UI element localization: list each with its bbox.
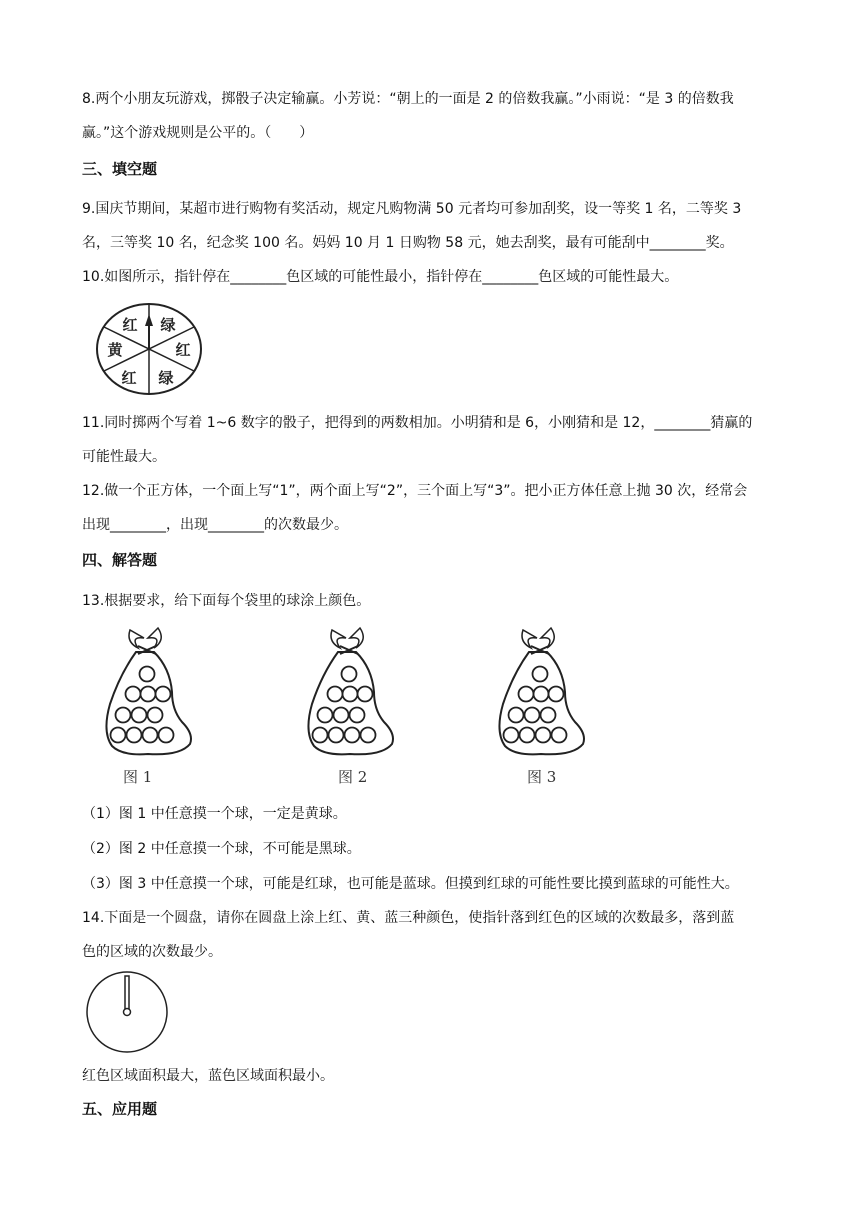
section-heading-application: 五、应用题 xyxy=(82,1100,158,1118)
q12-line1: 12.做一个正方体，一个面上写“1”，两个面上写“2”，三个面上写“3”。把小正方体任意上抛 30 次，经常会 xyxy=(82,483,748,499)
spinner-label-green-2: 绿 xyxy=(158,369,174,387)
q13-line1: 13.根据要求，给下面每个袋里的球涂上颜色。 xyxy=(82,593,371,609)
spinner-label-red-2: 红 xyxy=(175,341,191,359)
disc-figure xyxy=(84,968,170,1056)
bag-figure-3 xyxy=(493,624,588,759)
spinner-label-red-3: 红 xyxy=(121,369,137,387)
q8-line1: 8.两个小朋友玩游戏，掷骰子决定输赢。小芳说：“朝上的一面是 2 的倍数我赢。”小雨说：“是 3 的倍数我 xyxy=(82,91,734,107)
spinner-figure xyxy=(93,300,205,398)
q14-answer: 红色区域面积最大，蓝色区域面积最小。 xyxy=(82,1068,334,1084)
bag-figure-2 xyxy=(302,624,397,759)
section-heading-answer: 四、解答题 xyxy=(82,551,158,569)
q9-line2: 名，三等奖 10 名，纪念奖 100 名。妈妈 10 月 1 日购物 58 元，她去刮奖，最有可能刮中________奖。 xyxy=(82,235,734,251)
figure-label-1: 图 1 xyxy=(123,768,153,786)
q14-line1: 14.下面是一个圆盘，请你在圆盘上涂上红、黄、蓝三种颜色，使指针落到红色的区域的次数最多，落到蓝 xyxy=(82,910,735,926)
section-heading-fill-blank: 三、填空题 xyxy=(82,160,158,178)
q13-sub3: （3）图 3 中任意摸一个球，可能是红球，也可能是蓝球。但摸到红球的可能性要比摸到蓝球的可能性大。 xyxy=(82,876,739,892)
q9-line1: 9.国庆节期间，某超市进行购物有奖活动，规定凡购物满 50 元者均可参加刮奖，设一等奖 1 名，二等奖 3 xyxy=(82,201,742,217)
q13-sub2: （2）图 2 中任意摸一个球，不可能是黑球。 xyxy=(82,841,361,857)
q11-line2: 可能性最大。 xyxy=(82,449,166,465)
figure-label-2: 图 2 xyxy=(338,768,368,786)
bag-figure-1 xyxy=(100,624,195,759)
q12-line2: 出现________，出现________的次数最少。 xyxy=(82,517,348,533)
figure-label-3: 图 3 xyxy=(527,768,557,786)
q11-line1: 11.同时掷两个写着 1~6 数字的骰子，把得到的两数相加。小明猜和是 6，小刚猜和是 12，________猜赢的 xyxy=(82,415,753,431)
spinner-label-green-1: 绿 xyxy=(160,316,176,334)
spinner-label-red-1: 红 xyxy=(122,316,138,334)
spinner-label-yellow: 黄 xyxy=(107,341,123,359)
q13-sub1: （1）图 1 中任意摸一个球，一定是黄球。 xyxy=(82,806,347,822)
q10-line1: 10.如图所示，指针停在________色区域的可能性最小，指针停在________色区域的可能性最大。 xyxy=(82,269,679,285)
q14-line2: 色的区域的次数最少。 xyxy=(82,944,222,960)
q8-line2: 赢。”这个游戏规则是公平的。（ ） xyxy=(82,125,314,141)
